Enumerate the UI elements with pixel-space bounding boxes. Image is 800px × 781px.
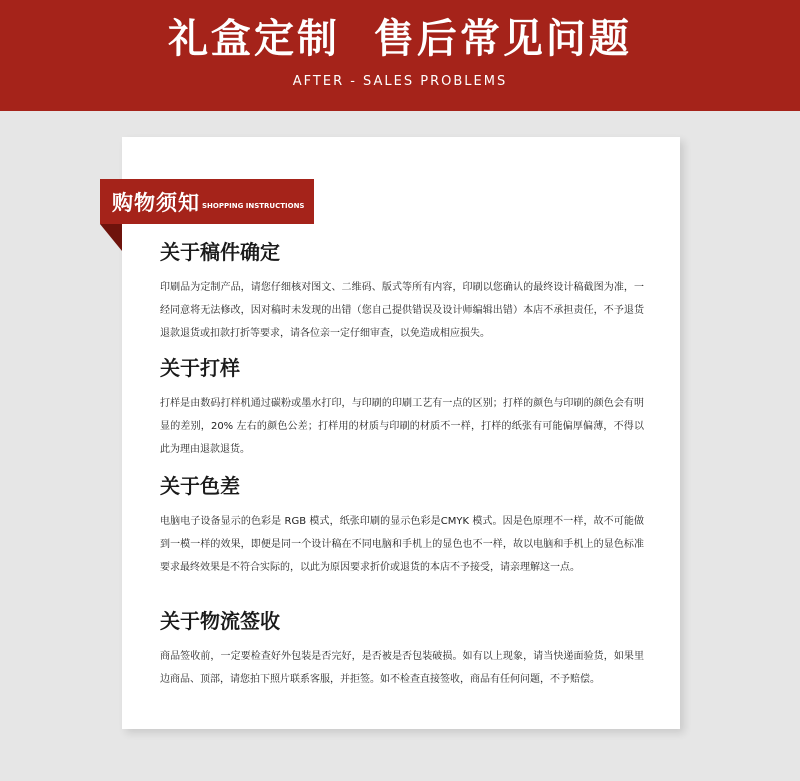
section-body: 商品签收前，一定要检查好外包装是否完好，是否被是否包装破损。如有以上现象，请当快递面验货，如果里边商品、顶部，请您拍下照片联系客服，并拒签。如不检查直接签收，商品有任何问题，不予赔偿。 [160, 651, 644, 685]
ribbon-subtitle: SHOPPING INSTRUCTIONS [202, 201, 305, 210]
section-body: 打样是由数码打样机通过碳粉或墨水打印，与印刷的印刷工艺有一点的区别；打样的颜色与印刷的颜色会有明显的差别，20% 左右的颜色公差；打样用的材质与印刷的材质不一样，打样的纸张有可能偏厚偏薄，不得以此为理由退款退货。 [160, 398, 644, 455]
section-body: 印刷品为定制产品，请您仔细核对图文、二维码、版式等所有内容，印刷以您确认的最终设计稿截图为准，一经同意将无法修改，因对稿时未发现的出错（您自己提供错误及设计师编辑出错）本店不承担责任，不予退货退款退货或扣款打折等要求，请各位亲一定仔细审查，以免造成相应损失。 [160, 282, 644, 339]
section-draft-confirmation [160, 238, 644, 345]
ribbon-title: 购物须知 [112, 190, 200, 215]
header-banner [0, 0, 800, 111]
section-heading: 关于物流签收 [160, 609, 280, 633]
shopping-instructions-ribbon [100, 179, 314, 224]
section-heading: 关于色差 [160, 474, 240, 498]
section-heading: 关于稿件确定 [160, 240, 280, 264]
section-body: 电脑电子设备显示的色彩是 RGB 模式，纸张印刷的显示色彩是CMYK 模式。因是色原理不一样，故不可能做到一模一样的效果，即便是同一个设计稿在不同电脑和手机上的显色也不一样，故以电脑和手机上的显色标准要求最终效果是不符合实际的，以此为原因要求折价或退货的本店不予接受，请亲理解这一点。 [160, 516, 644, 573]
section-proofing [160, 354, 644, 461]
page-subtitle: AFTER - SALES PROBLEMS [292, 74, 508, 89]
ribbon-fold [100, 224, 122, 251]
section-heading: 关于打样 [160, 356, 240, 380]
section-logistics-receipt [160, 607, 644, 691]
page-title: 礼盒定制 售后常见问题 [168, 16, 632, 62]
section-color-difference [160, 472, 644, 579]
